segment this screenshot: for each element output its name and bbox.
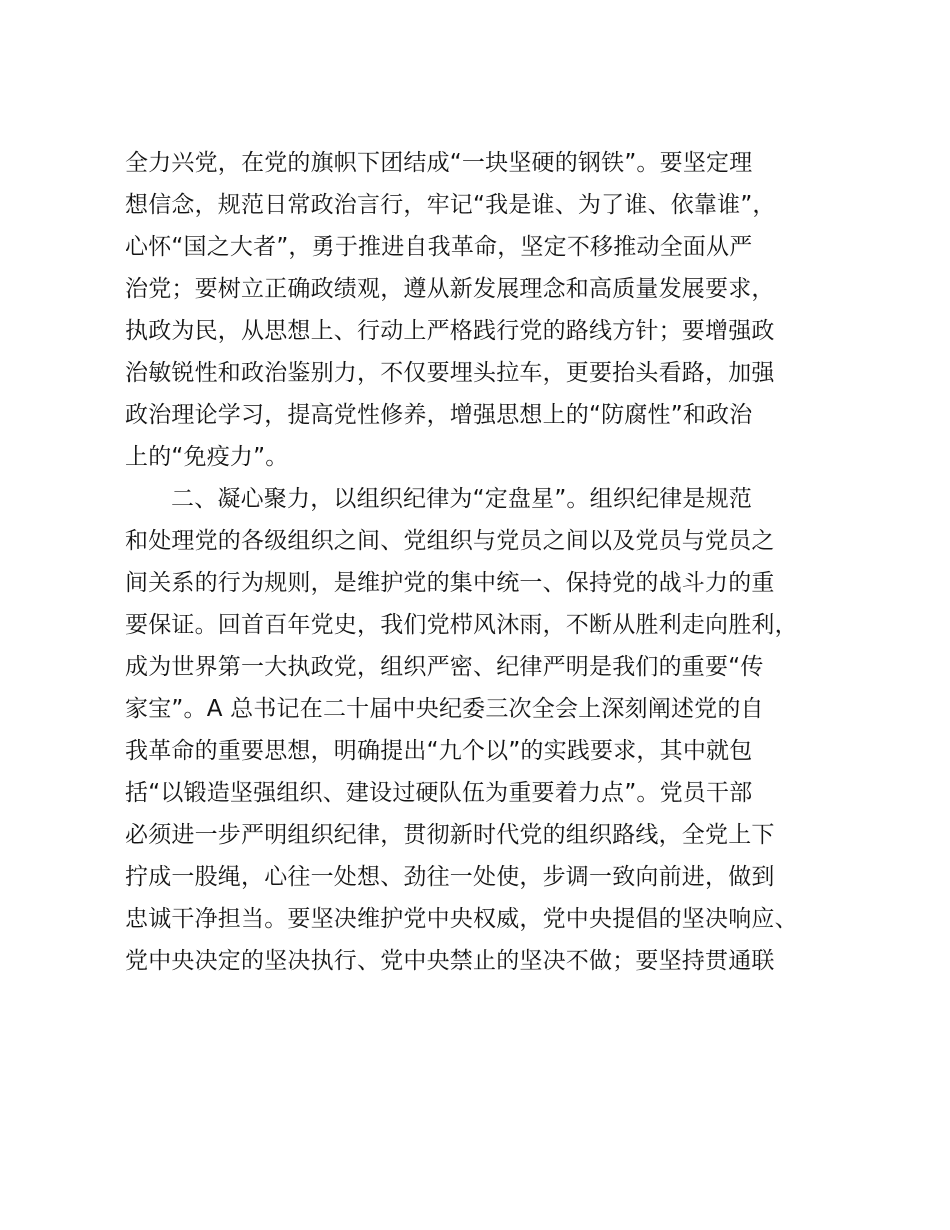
text-line: 成为世界第一大执政党，组织严密、纪律严明是我们的重要“传 <box>125 654 764 680</box>
text-line: 间关系的行为规则，是维护党的集中统一、保持党的战斗力的重 <box>125 570 775 596</box>
text-line: 上的“免疫力”。 <box>125 444 289 470</box>
text-line: 治党；要树立正确政绩观，遵从新发展理念和高质量发展要求， <box>125 276 775 302</box>
text-line: 和处理党的各级组织之间、党组织与党员之间以及党员与党员之 <box>125 528 775 554</box>
text-line: 政治理论学习，提高党性修养，增强思想上的“防腐性”和政治 <box>125 402 753 428</box>
section-heading-line: 二、凝心聚力，以组织纪律为“定盘星”。组织纪律是规范 <box>171 486 753 512</box>
text-line: 家宝”。A 总书记在二十届中央纪委三次全会上深刻阐述党的自 <box>125 696 764 722</box>
text-line: 拧成一股绳，心往一处想、劲往一处使，步调一致向前进，做到 <box>125 864 775 890</box>
text-line: 必须进一步严明组织纪律，贯彻新时代党的组织路线，全党上下 <box>125 822 775 848</box>
text-line: 治敏锐性和政治鉴别力，不仅要埋头拉车，更要抬头看路，加强 <box>125 360 775 386</box>
text-line: 想信念，规范日常政治言行，牢记“我是谁、为了谁、依靠谁”， <box>125 192 776 218</box>
document-body <box>125 142 845 982</box>
text-line: 党中央决定的坚决执行、党中央禁止的坚决不做；要坚持贯通联 <box>125 948 775 974</box>
text-line: 我革命的重要思想，明确提出“九个以”的实践要求，其中就包 <box>125 738 753 764</box>
text-line: 要保证。回首百年党史，我们党栉风沐雨，不断从胜利走向胜利， <box>125 612 798 638</box>
text-line: 心怀“国之大者”，勇于推进自我革命，坚定不移推动全面从严 <box>125 234 753 260</box>
text-line: 括“以锻造坚强组织、建设过硬队伍为重要着力点”。党员干部 <box>125 780 753 806</box>
text-line: 忠诚干净担当。要坚决维护党中央权威，党中央提倡的坚决响应、 <box>125 906 798 932</box>
text-line: 全力兴党，在党的旗帜下团结成“一块坚硬的钢铁”。要坚定理 <box>125 150 753 176</box>
text-line: 执政为民，从思想上、行动上严格践行党的路线方针；要增强政 <box>125 318 775 344</box>
